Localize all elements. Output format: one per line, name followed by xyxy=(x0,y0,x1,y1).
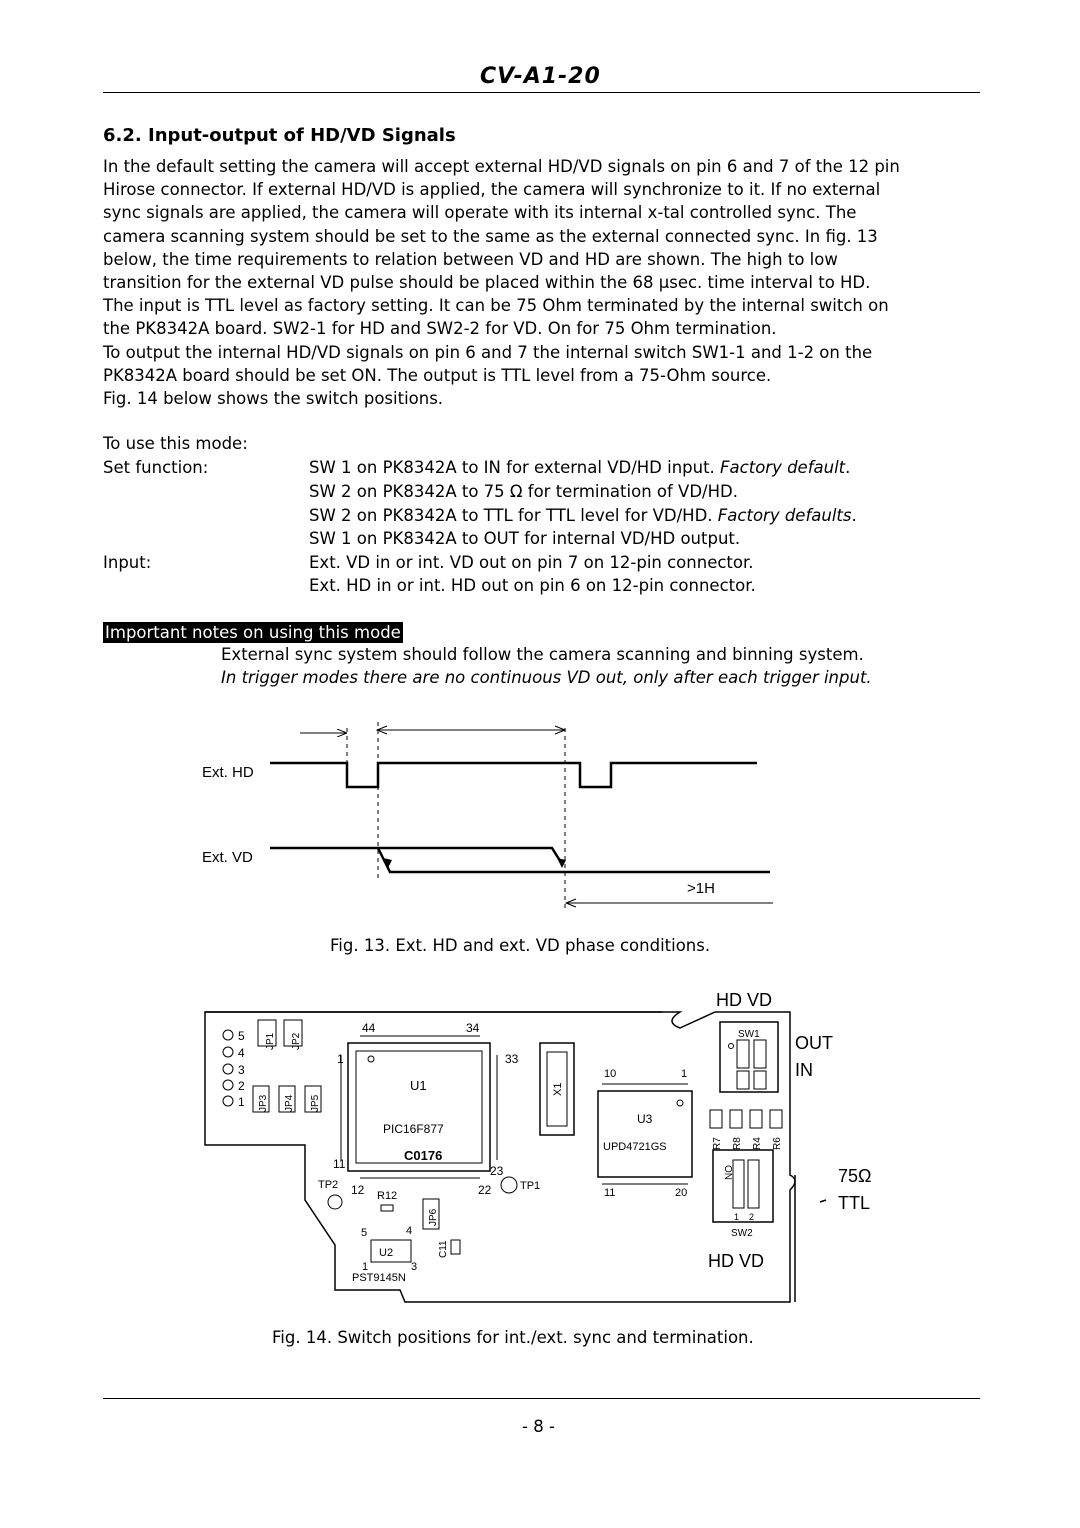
u1-chip-inner xyxy=(356,1051,482,1163)
ext-vd-waveform xyxy=(270,848,770,872)
r4-label: R4 xyxy=(752,1137,763,1150)
ext-vd-label: Ext. VD xyxy=(202,849,253,866)
u1-pin44: 44 xyxy=(362,1021,376,1035)
u3-chip xyxy=(598,1091,692,1177)
ext-vd-alt-edge xyxy=(378,848,562,864)
u1-pin1: 1 xyxy=(337,1052,344,1066)
timing-diagram xyxy=(0,715,1080,915)
intro-line: The input is TTL level as factory setting. It can be 75 Ohm terminated by the internal switch on xyxy=(103,296,889,316)
intro-line: the PK8342A board. SW2-1 for HD and SW2-2 for VD. On for 75 Ohm termination. xyxy=(103,319,777,339)
u1-code: C0176 xyxy=(404,1148,443,1163)
hd-vd-top-label: HD VD xyxy=(716,990,773,1010)
ext-hd-waveform xyxy=(270,763,757,787)
sw1-toggle-4 xyxy=(754,1071,766,1089)
u1-pin1-dot xyxy=(368,1056,374,1062)
u3-pin10: 10 xyxy=(604,1068,617,1080)
intro-line: camera scanning system should be set to the same as the external connected sync. In fig. 13 xyxy=(103,226,878,246)
u3-pin1-dot xyxy=(677,1100,683,1106)
tp1-label: TP1 xyxy=(520,1180,541,1192)
r8-label: R8 xyxy=(732,1137,743,1150)
u1-pin22: 22 xyxy=(478,1183,492,1197)
hd-vd-bottom-label: HD VD xyxy=(708,1251,765,1271)
svg-text:5: 5 xyxy=(238,1029,245,1043)
r12-resistor xyxy=(381,1205,393,1211)
important-notes-heading: Important notes on using this mode xyxy=(105,623,401,642)
u2-pin1: 1 xyxy=(362,1261,369,1273)
header-rule xyxy=(103,92,980,93)
c11-label: C11 xyxy=(438,1240,449,1258)
u1-part: PIC16F877 xyxy=(383,1122,444,1136)
input-label: Input: xyxy=(103,553,152,572)
note-line-1: External sync system should follow the camera scanning and binning system. xyxy=(221,645,864,664)
sw2-toggle-1 xyxy=(733,1160,744,1208)
ttl-tick xyxy=(820,1200,826,1202)
figure-13-caption: Fig. 13. Ext. HD and ext. VD phase conditions. xyxy=(330,936,711,955)
ttl-label: TTL xyxy=(838,1193,871,1213)
sw2-on-label: ON xyxy=(722,1165,733,1180)
u1-pin23: 23 xyxy=(490,1164,504,1178)
sw2-label: SW2 xyxy=(731,1228,753,1239)
r6-label: R6 xyxy=(772,1137,783,1150)
set-function-line-2: SW 2 on PK8342A to 75 Ω for termination of VD/HD. xyxy=(309,482,738,501)
intro-line: sync signals are applied, the camera will operate with its internal x-tal controlled sync. The xyxy=(103,203,857,223)
set-function-line-3: SW 2 on PK8342A to TTL for TTL level for VD/HD. Factory defaults. xyxy=(309,506,857,525)
ext-hd-label: Ext. HD xyxy=(202,764,254,781)
input-line-2: Ext. HD in or int. HD out on pin 6 on 12-pin connector. xyxy=(309,576,756,595)
r12-label: R12 xyxy=(377,1190,398,1202)
u3-pins xyxy=(602,1084,688,1184)
set-function-label: Set function: xyxy=(103,458,209,477)
section-title: 6.2. Input-output of HD/VD Signals xyxy=(103,125,456,146)
intro-line: To output the internal HD/VD signals on pin 6 and 7 the internal switch SW1-1 and 1-2 on the xyxy=(103,342,873,362)
set-function-line-1: SW 1 on PK8342A to IN for external VD/HD input. Factory default. xyxy=(309,458,851,477)
sw1-label: SW1 xyxy=(738,1029,760,1040)
board-diagram xyxy=(0,985,1080,1315)
gt1h-label: >1H xyxy=(687,880,715,897)
intro-line: Hirose connector. If external HD/VD is applied, the camera will synchronize to it. If no external xyxy=(103,180,881,200)
footer-rule xyxy=(103,1398,980,1399)
intro-line: PK8342A board should be set ON. The output is TTL level from a 75-Ohm source. xyxy=(103,365,772,385)
c11-capacitor xyxy=(451,1240,460,1254)
svg-text:3: 3 xyxy=(238,1063,245,1077)
u1-label: U1 xyxy=(410,1078,427,1093)
intro-line: In the default setting the camera will accept external HD/VD signals on pin 6 and 7 of the 12 pin xyxy=(103,157,900,176)
intro-line: below, the time requirements to relation between VD and HD are shown. The high to low xyxy=(103,249,838,269)
sw2-pos2: 2 xyxy=(749,1212,755,1222)
u3-part: UPD4721GS xyxy=(603,1141,667,1153)
board-outline xyxy=(205,1012,795,1302)
tp2-testpoint xyxy=(328,1195,342,1209)
set-function-line-4: SW 1 on PK8342A to OUT for internal VD/HD output. xyxy=(309,529,741,548)
u3-label: U3 xyxy=(637,1112,653,1126)
svg-text:1: 1 xyxy=(238,1095,245,1109)
use-mode-label: To use this mode: xyxy=(103,434,248,453)
u3-pin20: 20 xyxy=(675,1187,688,1199)
ohm-label: 75Ω xyxy=(838,1166,872,1186)
u3-pin1: 1 xyxy=(681,1068,688,1080)
jp6-label: JP6 xyxy=(428,1208,439,1226)
u2-part: PST9145N xyxy=(352,1272,406,1284)
u2-pin4: 4 xyxy=(406,1225,413,1237)
page-number: - 8 - xyxy=(522,1417,555,1436)
document-title: CV-A1-20 xyxy=(480,64,601,89)
u2-pin3: 3 xyxy=(411,1261,418,1273)
sw2-switch xyxy=(713,1150,773,1222)
u1-pin33: 33 xyxy=(505,1052,519,1066)
intro-line: transition for the external VD pulse should be placed within the 68 µsec. time interval to HD. xyxy=(103,273,871,293)
sw2-toggle-2 xyxy=(748,1160,759,1208)
sw1-toggle-2 xyxy=(754,1040,766,1068)
resistor-row xyxy=(710,1110,782,1128)
out-label: OUT xyxy=(795,1033,833,1053)
input-line-1: Ext. VD in or int. VD out on pin 7 on 12-pin connector. xyxy=(309,553,754,572)
u1-pin12: 12 xyxy=(351,1183,365,1197)
sw1-toggle-1 xyxy=(737,1040,749,1068)
figure-14-caption: Fig. 14. Switch positions for int./ext. sync and termination. xyxy=(272,1328,754,1347)
sw1-dot xyxy=(729,1044,734,1049)
u3-pin11: 11 xyxy=(604,1187,616,1199)
jp3-label: JP3 xyxy=(258,1094,269,1112)
svg-text:2: 2 xyxy=(238,1079,245,1093)
u1-pin11: 11 xyxy=(333,1157,346,1171)
note-line-2: In trigger modes there are no continuous VD out, only after each trigger input. xyxy=(221,668,872,687)
sw2-pos1: 1 xyxy=(734,1212,740,1222)
intro-paragraph xyxy=(103,155,983,410)
jp5-label: JP5 xyxy=(310,1094,321,1112)
tp1-testpoint xyxy=(501,1177,517,1193)
svg-text:4: 4 xyxy=(238,1046,245,1060)
in-label: IN xyxy=(795,1060,813,1080)
pin-header xyxy=(223,1029,245,1109)
jp1-label: JP1 xyxy=(265,1032,276,1050)
jp4-label: JP4 xyxy=(284,1094,295,1112)
intro-line: Fig. 14 below shows the switch positions. xyxy=(103,389,444,409)
jp2-label: JP2 xyxy=(291,1032,302,1050)
r7-label: R7 xyxy=(712,1137,723,1150)
u2-label: U2 xyxy=(379,1247,394,1259)
u1-pin34: 34 xyxy=(466,1021,480,1035)
u2-pin5: 5 xyxy=(361,1227,368,1239)
tp2-label: TP2 xyxy=(318,1179,339,1191)
sw1-toggle-3 xyxy=(737,1071,749,1089)
x1-label: X1 xyxy=(552,1082,564,1096)
